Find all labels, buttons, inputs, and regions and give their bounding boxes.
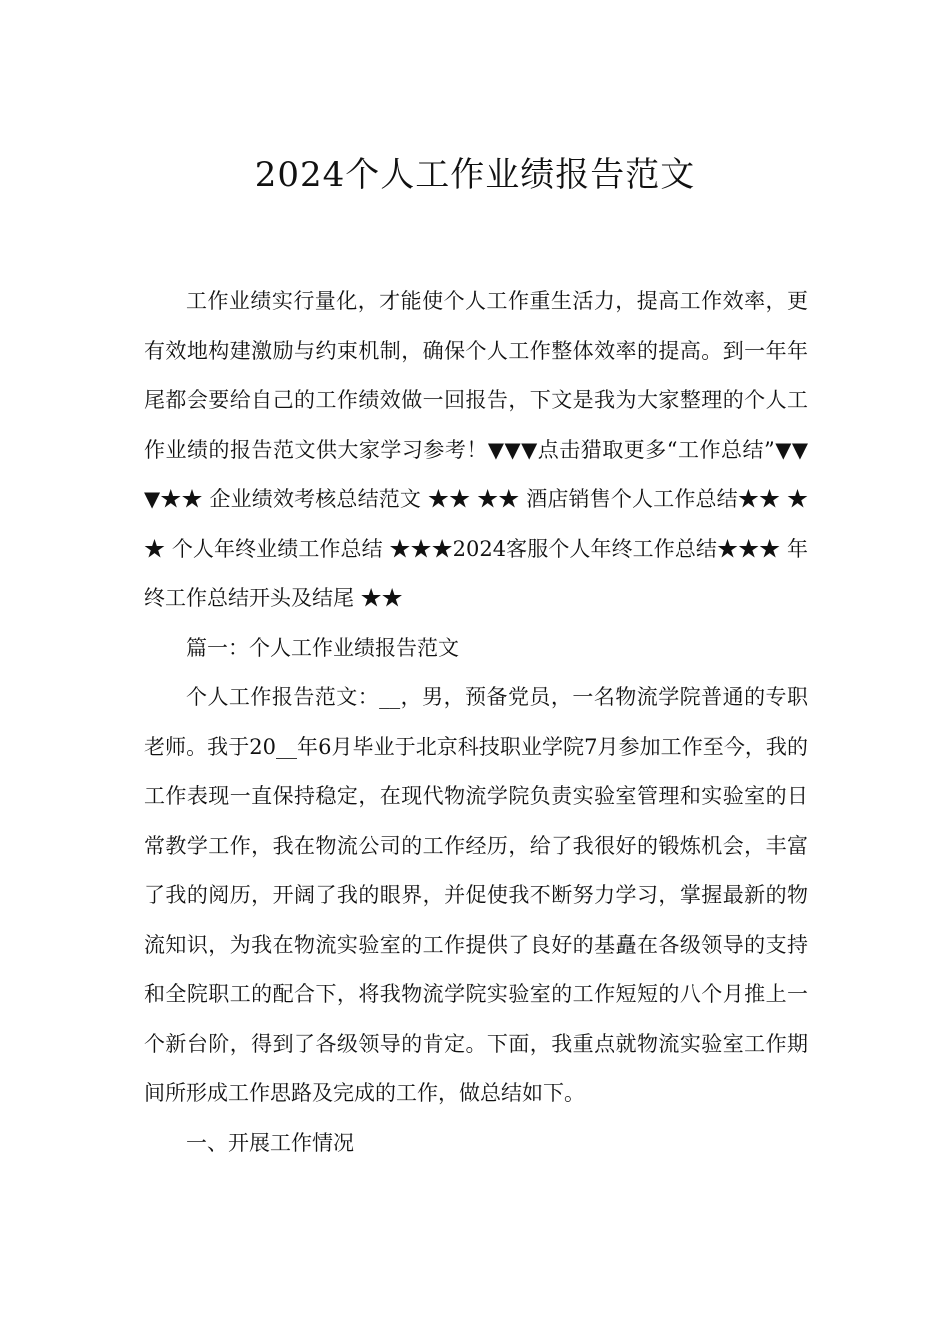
section-heading-part-one: 篇一：个人工作业绩报告范文 [186,635,459,660]
section-heading-work-status: 一、开展工作情况 [186,1130,354,1155]
report-paragraph: 个人工作报告范文：__，男，预备党员，一名物流学院普通的专职老师。我于20__年6月毕业于北京科技职业学院7月参加工作至今，我的工作表现一直保持稳定，在现代物流学院负责实验室管理和实验室的日常教学工作，我在物流公司的工作经历，给了我很好的锻炼机会，丰富了我的阅历，开阔了我的眼界，并促使我不断努力学习，掌握最新的物流知识，为我在物流实验室的工作提供了良好的基矗在各级领导的支持和全院职工的配合下，将我物流学院实验室的工作短短的八个月推上一个新台阶，得到了各级领导的肯定。下面，我重点就物流实验室工作期间所形成工作思路及完成的工作，做总结如下。 [144,685,808,1105]
intro-paragraph: 工作业绩实行量化，才能使个人工作重生活力，提高工作效率，更有效地构建激励与约束机制，确保个人工作整体效率的提高。到一年年尾都会要给自己的工作绩效做一回报告，下文是我为大家整理的个人工作业绩的报告范文供大家学习参考！▼▼▼点击猎取更多“工作总结”▼▼▼★★ 企业绩效考核总结范文 ★★ ★★ 酒店销售个人工作总结★★ ★★ 个人年终业绩工作总结 ★★★2024客服个人年终工作总结★★★ 年终工作总结开头及结尾 ★★ [144,289,808,610]
document-title: 2024个人工作业绩报告范文 [254,154,696,195]
document-body [144,277,808,1168]
